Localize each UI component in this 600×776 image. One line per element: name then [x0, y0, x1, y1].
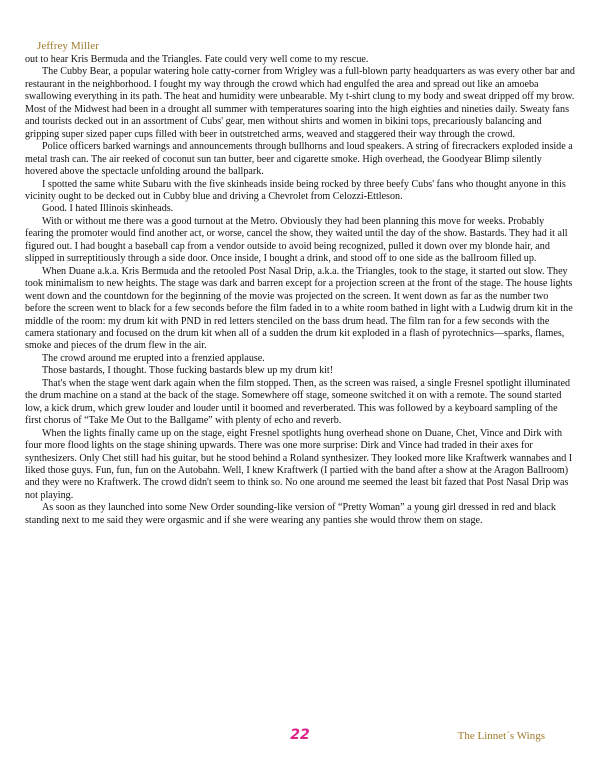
- running-foot-book-title: The Linnet´s Wings: [457, 730, 545, 742]
- paragraph: That's when the stage went dark again when the film stopped. Then, as the screen was raised, a single Fresnel spotlight illuminated the drum machine on a stand at the back of the stage. Somewhere off stage, someone switched it on with a remote. The sound started low, a kick drum, which grew louder and louder until it boomed and reverberated. This was followed by a keyboard sampling of the first chorus of “Take Me Out to the Ballgame” with plenty of echo and reverb.: [25, 377, 571, 427]
- paragraph: The crowd around me erupted into a frenzied applause.: [42, 352, 265, 364]
- paragraph: Those bastards, I thought. Those fucking bastards blew up my drum kit!: [42, 365, 334, 377]
- paragraph: As soon as they launched into some New Order sounding-like version of “Pretty Woman” a young girl dressed in red and black standing next to me said they were orgasmic and if she were wearing any panties she would throw them on stage.: [25, 502, 556, 526]
- paragraph: Police officers barked warnings and announcements through bullhorns and loud speakers. A string of firecrackers exploded inside a metal trash can. The air reeked of coconut sun tan butter, beer and cigarette smoke. High overhead, the Goodyear Blimp silently hovered above the spectacle unfolding around the ballpark.: [25, 141, 573, 178]
- paragraph: When the lights finally came up on the stage, eight Fresnel spotlights hung overhead shone on Duane, Chet, Vince and Dirk with four more flood lights on the stage shining upwards. There was one more surprise: Dirk and Vince had traded in their axes for synthesizers. Only Chet still had his guitar, but he stood behind a Roland synthesizer. They looked more like Kraftwerk wannabes and I liked those guys. Fun, fun, fun on the Autobahn. Well, I knew Kraftwerk (I partied with the band after a show at the Aragon Ballroom) and they were no Kraftwerk. The crowd didn't seem to think so. No one around me seemed the least bit fazed that Post Nasal Drip was not playing.: [25, 427, 573, 501]
- body-text: [25, 54, 575, 527]
- running-head-author: Jeffrey Miller: [37, 40, 99, 52]
- paragraph: When Duane a.k.a. Kris Bermuda and the retooled Post Nasal Drip, a.k.a. the Triangles, took to the stage, it started out slow. They took minimalism to new heights. The stage was dark and barren except for a projection screen at the front of the stage. The house lights went down and the countdown for the beginning of the movie was projected on the screen. It went down as far as the number two before the screen went to black for a few seconds before the film faded in to a white room bathed in light with a Ludwig drum kit in the middle of the room: my drum kit with PND in red letters stenciled on the bass drum head. The film ran for a few seconds with the camera stationary and focused on the drum kit when all of a sudden the drum kit exploded in a flash of pyrotechnics—sparks, flames, smoke and pieces of the drum flew in the air.: [25, 265, 573, 352]
- paragraph: I spotted the same white Subaru with the five skinheads inside being rocked by three beefy Cubs' fans who thought anyone in this vicinity ought to be decked out in Cubby blue and driving a Chevrolet from Celozzi-Ettleson.: [25, 178, 566, 202]
- page-number: 22: [290, 727, 310, 743]
- paragraph: The Cubby Bear, a popular watering hole catty-corner from Wrigley was a full-blown party headquarters as was every other bar and restaurant in the neighborhood. I fought my way through the crowd which had engulfed the area and spread out like an amoeba swallowing everything in its path. The heat and humidity were unbearable. My t-shirt clung to my body and sweat dripped off my brow. Most of the Midwest had been in a drought all summer with temperatures soaring into the high eighties and nineties daily. Sweaty fans and tourists decked out in an assortment of Cubs' gear, men without shirts and women in bikini tops, precariously balancing and gripping super sized paper cups filled with beer in outstretched arms, weaved and staggered their way through the crowd.: [25, 66, 575, 140]
- paragraph: Good. I hated Illinois skinheads.: [42, 203, 174, 215]
- paragraph: With or without me there was a good turnout at the Metro. Obviously they had been planning this move for weeks. Probably fearing the promoter would find another act, or worse, cancel the show, they waited until the day of the show. Bastards. They had it all figured out. I had bought a baseball cap from a vendor outside to avoid being recognized, pulled it down over my blonde hair, and slipped in surreptitiously through a side door. Once inside, I bought a drink, and stood off to one side as the ballroom filled up.: [25, 215, 568, 265]
- paragraph: out to hear Kris Bermuda and the Triangles. Fate could very well come to my rescue.: [25, 54, 369, 65]
